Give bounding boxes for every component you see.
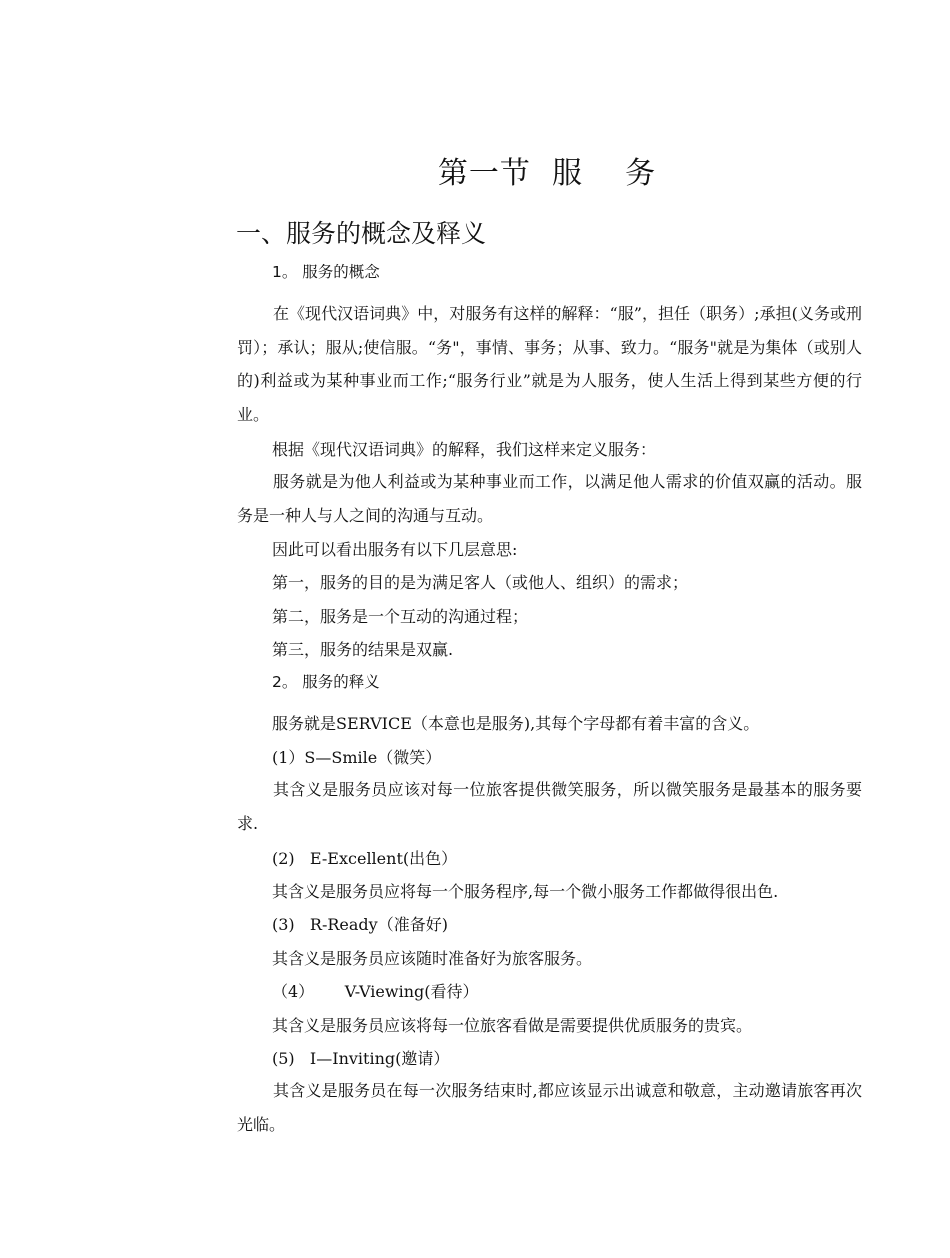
paragraph-definition: 在《现代汉语词典》中，对服务有这样的解释：“服”，担任（职务）;承担(义务或刑罚）；承认；服从;使信服。“务"，事情、事务；从事、致力。“服务"就是为集体（或别人的)利益或为某种事业而工作;“服务行业”就是为人服务，使人生活上得到某些方便的行业。 [237,304,862,424]
page-title: 第一节 服 务 [437,156,657,191]
paragraph-meaning-3: 第三，服务的结果是双赢. [272,640,454,659]
item-inviting-text: 其含义是服务员在每一次服务结束时,都应该显示出诚意和敬意，主动邀请旅客再次光临。 [237,1081,862,1134]
item-excellent-text: 其含义是服务员应将每一个服务程序,每一个微小服务工作都做得很出色. [272,882,779,901]
item-viewing-label: （4） V-Viewing(看待） [272,982,479,1001]
item-smile-label: (1）S—Smile（微笑） [272,748,442,767]
paragraph-service-letters: 服务就是SERVICE（本意也是服务),其每个字母都有着丰富的含义。 [272,714,760,733]
item-ready-text: 其含义是服务员应该随时准备好为旅客服务。 [272,949,593,968]
subsection-heading-interpretation: 2。 服务的释义 [272,673,380,691]
item-smile-text: 其含义是服务员应该对每一位旅客提供微笑服务，所以微笑服务是最基本的服务要求. [237,780,862,833]
item-excellent-label: (2) E-Excellent(出色） [272,849,458,868]
paragraph-meaning-1: 第一，服务的目的是为满足客人（或他人、组织）的需求； [272,573,689,592]
subsection-heading-concept: 1。 服务的概念 [272,263,380,281]
paragraph-service-definition: 服务就是为他人利益或为某种事业而工作，以满足他人需求的价值双赢的活动。服务是一种人与人之间的沟通与互动。 [237,472,862,525]
item-inviting-label: (5) I—Inviting(邀请） [272,1049,450,1068]
section-heading: 一、服务的概念及释义 [236,219,487,248]
item-ready-label: (3) R-Ready（准备好) [272,915,448,934]
paragraph-basis: 根据《现代汉语词典》的解释，我们这样来定义服务： [272,440,657,459]
item-viewing-text: 其含义是服务员应该将每一位旅客看做是需要提供优质服务的贵宾。 [272,1016,753,1035]
paragraph-meaning-2: 第二，服务是一个互动的沟通过程； [272,607,529,626]
paragraph-meanings-intro: 因此可以看出服务有以下几层意思: [272,540,518,559]
